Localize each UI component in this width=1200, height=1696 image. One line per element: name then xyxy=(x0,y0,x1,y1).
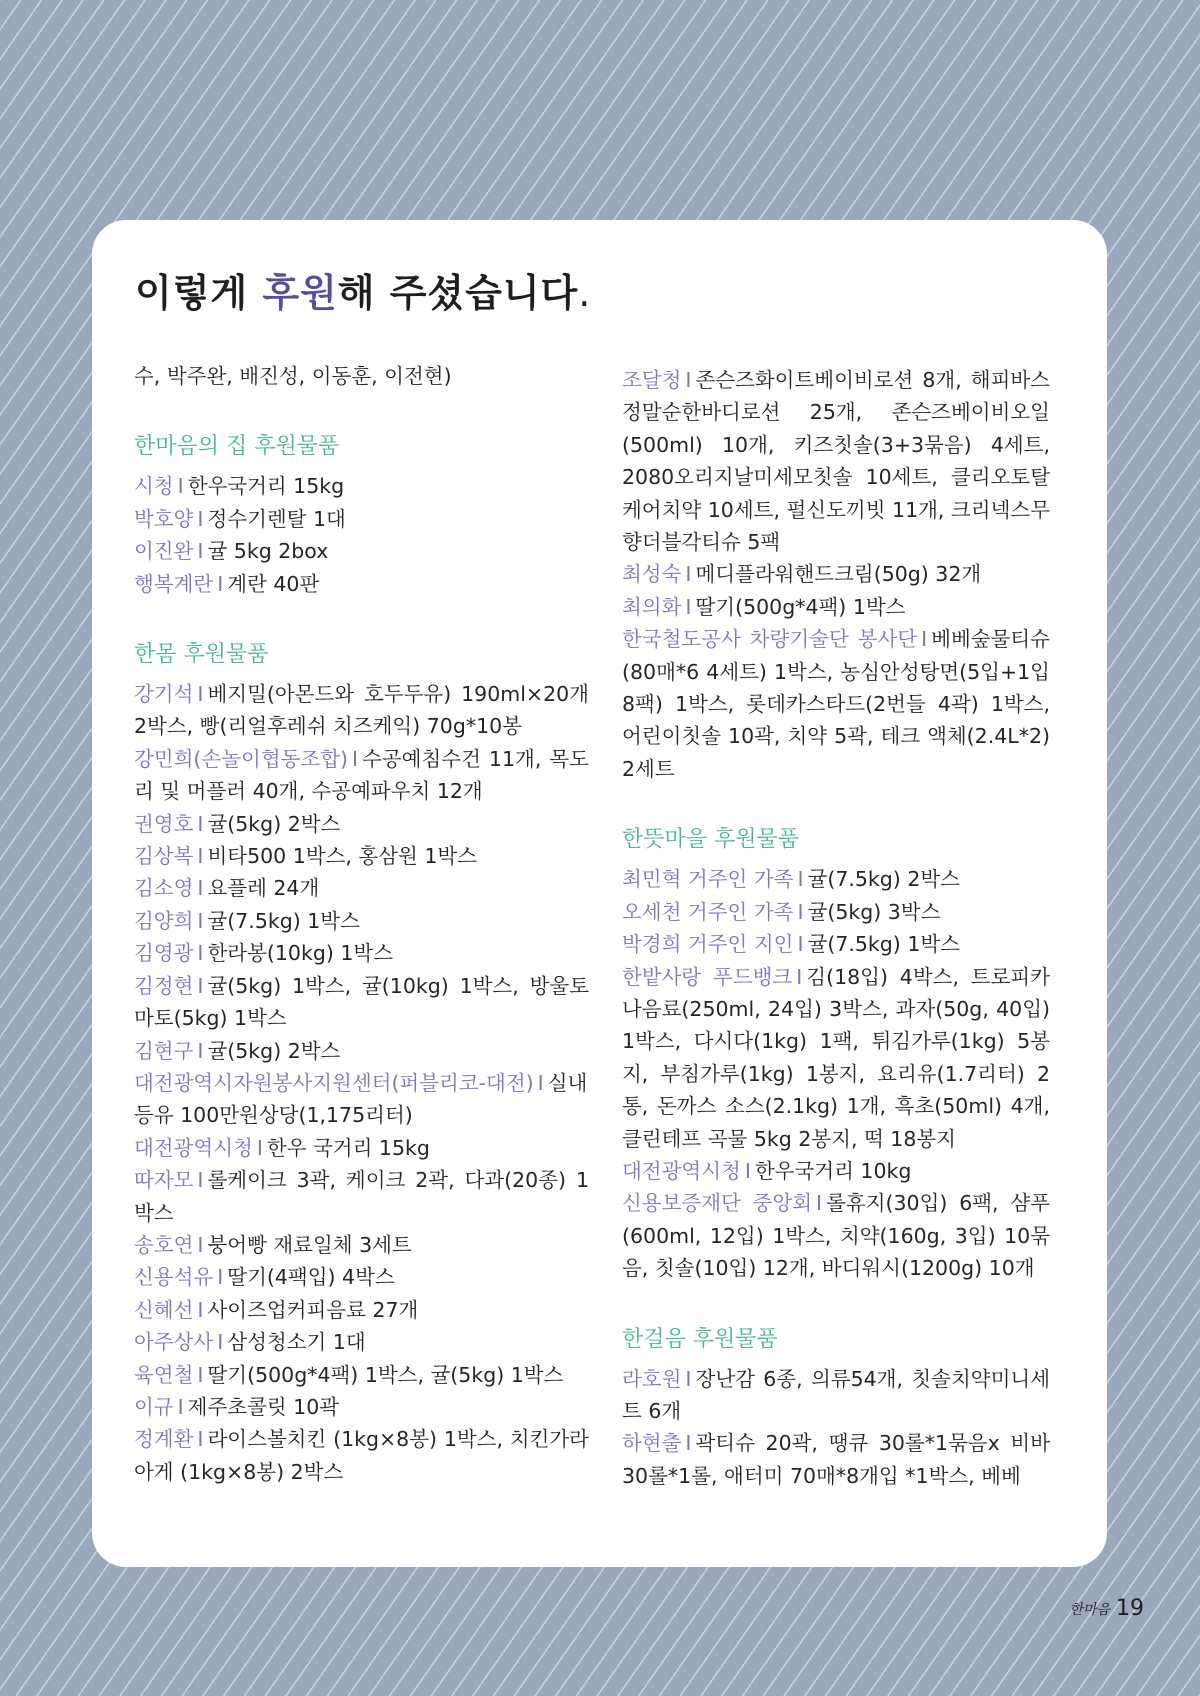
separator-bar: I xyxy=(197,1362,204,1387)
intro-text: 수, 박주완, 배진성, 이동훈, 이전현) xyxy=(134,364,452,388)
donation-entry xyxy=(134,905,589,937)
donation-list-hangeoreum xyxy=(622,1363,1050,1493)
separator-bar: I xyxy=(352,746,359,771)
magazine-logo: 한마음 xyxy=(1069,1601,1110,1618)
donation-entry xyxy=(134,568,589,600)
donor-name: 한국철도공사 차량기술단 봉사단 xyxy=(622,627,918,652)
donor-name: 오세천 거주인 가족 xyxy=(622,899,794,924)
separator-bar: I xyxy=(256,1135,263,1160)
separator-bar: I xyxy=(197,682,204,707)
donation-entry xyxy=(134,743,589,808)
donor-name: 송호연 xyxy=(134,1232,194,1257)
donor-name: 따자모 xyxy=(134,1168,194,1193)
donor-name: 한밭사랑 푸드뱅크 xyxy=(622,964,793,989)
page-footer xyxy=(1069,1596,1144,1621)
separator-bar: I xyxy=(217,571,224,596)
page-number: 19 xyxy=(1116,1596,1144,1621)
donation-entry xyxy=(134,1035,589,1067)
donation-entry xyxy=(134,872,589,904)
donor-name: 대전광역시자원봉사지원센터(퍼블리코-대전) xyxy=(134,1070,534,1095)
donated-items: 한우국거리 10kg xyxy=(754,1158,912,1183)
separator-bar: I xyxy=(797,899,804,924)
separator-bar: I xyxy=(197,1297,204,1322)
page-title xyxy=(135,262,591,317)
donor-name: 신혜선 xyxy=(134,1297,194,1322)
donation-entry xyxy=(134,678,589,743)
donation-entry xyxy=(134,470,589,502)
separator-bar: I xyxy=(744,1158,751,1183)
donor-name: 정계환 xyxy=(134,1427,194,1452)
donation-entry xyxy=(134,937,589,969)
donated-items: 귤(5kg) 1박스, 귤(10kg) 1박스, 방울토마토(5kg) 1박스 xyxy=(134,973,589,1031)
donated-items: 수공예침수건 11개, 목도리 및 머플러 40개, 수공예파우치 12개 xyxy=(134,746,589,804)
donated-items: 베지밀(아몬드와 호두두유) 190ml×20개 2박스, 빵(리얼후레쉬 치즈케익) 70g*10봉 xyxy=(134,682,589,739)
donor-name: 김영광 xyxy=(134,941,194,966)
donation-entry xyxy=(134,1067,589,1132)
donation-entry xyxy=(134,970,589,1035)
separator-bar: I xyxy=(177,474,184,499)
donated-items: 요플레 24개 xyxy=(207,876,320,901)
separator-bar: I xyxy=(197,876,204,901)
separator-bar: I xyxy=(197,973,204,998)
donated-items: 귤(7.5kg) 2박스 xyxy=(807,867,960,892)
donation-entry xyxy=(134,1326,589,1358)
donation-entry xyxy=(134,1294,589,1326)
donation-entry xyxy=(134,1261,589,1293)
donor-name: 신용석유 xyxy=(134,1265,214,1290)
donation-entry xyxy=(622,558,1050,590)
donated-items: 귤 5kg 2box xyxy=(207,539,329,564)
separator-bar: I xyxy=(816,1191,823,1216)
separator-bar: I xyxy=(797,867,804,892)
donated-items: 삼성청소기 1대 xyxy=(227,1330,366,1355)
donation-entry xyxy=(622,364,1050,558)
donor-name: 강기석 xyxy=(134,682,194,707)
separator-bar: I xyxy=(685,562,692,587)
donor-name: 시청 xyxy=(134,474,174,499)
donation-entry xyxy=(134,1164,589,1229)
donation-entry xyxy=(134,1359,589,1391)
donation-entry xyxy=(134,1229,589,1261)
donation-list-continued xyxy=(622,364,1050,785)
separator-bar: I xyxy=(685,1366,692,1391)
donation-entry xyxy=(134,840,589,872)
separator-bar: I xyxy=(685,594,692,619)
separator-bar: I xyxy=(197,539,204,564)
donor-name: 육연철 xyxy=(134,1362,194,1387)
donated-items: 제주초콜릿 10곽 xyxy=(187,1394,340,1419)
section-heading-hantteut: 한뜻마을 후원물품 xyxy=(622,827,800,853)
separator-bar: I xyxy=(197,1038,204,1063)
section-heading-hanmaeum: 한마음의 집 후원물품 xyxy=(134,434,340,460)
title-text-end: 해 주셨습니다 xyxy=(337,271,579,315)
donor-name: 조달청 xyxy=(622,368,682,392)
donation-entry xyxy=(134,808,589,840)
section-heading-hangeoreum: 한걸음 후원물품 xyxy=(622,1326,778,1352)
separator-bar: I xyxy=(797,932,804,957)
donated-items: 베베숲물티슈(80매*6 4세트) 1박스, 농심안성탕면(5입+1입 8팩) 1박스, 롯데카스타드(2번들 4곽) 1박스, 어린이칫솔 10곽, 치약 5곽, 테크 액체(2.4L*2) 2세트 xyxy=(622,627,1050,781)
donated-items: 딸기(4팩입) 4박스 xyxy=(227,1265,395,1290)
donation-entry xyxy=(622,1427,1050,1492)
donor-name: 권영호 xyxy=(134,811,194,836)
separator-bar: I xyxy=(197,1232,204,1257)
donation-entry xyxy=(134,1132,589,1164)
title-period: . xyxy=(578,271,592,315)
left-column xyxy=(134,360,589,1488)
separator-bar: I xyxy=(197,844,204,869)
donated-items: 한우 국거리 15kg xyxy=(266,1135,430,1160)
separator-bar: I xyxy=(197,941,204,966)
donated-items: 귤(7.5kg) 1박스 xyxy=(807,932,960,957)
donated-items: 귤(5kg) 2박스 xyxy=(207,811,341,836)
donation-entry xyxy=(622,896,1050,928)
donor-name: 박호양 xyxy=(134,506,194,531)
donation-entry xyxy=(622,863,1050,895)
donated-items: 한라봉(10kg) 1박스 xyxy=(207,941,394,966)
donated-items: 딸기(500g*4팩) 1박스, 귤(5kg) 1박스 xyxy=(207,1362,564,1387)
donated-items: 딸기(500g*4팩) 1박스 xyxy=(695,594,906,619)
donated-items: 곽티슈 20곽, 땡큐 30롤*1묶음x 비바30롤*1롤, 애터미 70매*8개입 *1박스, 베베 xyxy=(622,1431,1050,1488)
donor-name: 김정현 xyxy=(134,973,194,998)
donation-entry xyxy=(134,535,589,567)
donation-entry xyxy=(622,623,1050,785)
donated-items: 비타500 1박스, 홍삼원 1박스 xyxy=(207,844,477,869)
separator-bar: I xyxy=(217,1265,224,1290)
donor-name: 이진완 xyxy=(134,539,194,564)
separator-bar: I xyxy=(197,1427,204,1452)
section-heading-hanmom: 한몸 후원물품 xyxy=(134,642,269,668)
donated-items: 귤(5kg) 3박스 xyxy=(807,899,941,924)
title-accent: 후원 xyxy=(262,271,338,315)
donated-items: 정수기렌탈 1대 xyxy=(207,506,346,531)
donation-list-hanmaeum xyxy=(134,470,589,600)
donated-items: 귤(5kg) 2박스 xyxy=(207,1038,341,1063)
separator-bar: I xyxy=(537,1070,544,1095)
separator-bar: I xyxy=(197,908,204,933)
separator-bar: I xyxy=(177,1394,184,1419)
donation-list-hanmom xyxy=(134,678,589,1488)
donated-items: 롤휴지(30입) 6팩, 샴푸(600ml, 12입) 1박스, 치약(160g, 3입) 10묶음, 칫솔(10입) 12개, 바디워시(1200g) 10개 xyxy=(622,1191,1050,1281)
separator-bar: I xyxy=(197,506,204,531)
donor-name: 대전광역시청 xyxy=(134,1135,253,1160)
donor-name: 라호원 xyxy=(622,1366,682,1391)
donated-items: 롤케이크 3곽, 케이크 2곽, 다과(20종) 1박스 xyxy=(134,1168,589,1225)
donor-name: 행복계란 xyxy=(134,571,214,596)
donation-entry xyxy=(134,1423,589,1488)
donor-name: 하현출 xyxy=(622,1431,682,1456)
separator-bar: I xyxy=(197,1168,204,1193)
donor-name: 아주상사 xyxy=(134,1330,214,1355)
donation-entry xyxy=(622,961,1050,1155)
donor-name: 김현구 xyxy=(134,1038,194,1063)
donor-name: 대전광역시청 xyxy=(622,1158,741,1183)
separator-bar: I xyxy=(685,1431,692,1456)
donor-name: 이규 xyxy=(134,1394,174,1419)
donated-items: 메디플라워핸드크림(50g) 32개 xyxy=(695,562,982,587)
donation-entry xyxy=(134,503,589,535)
donated-items: 실내등유 100만원상당(1,175리터) xyxy=(134,1070,588,1128)
donated-items: 존슨즈화이트베이비로션 8개, 해피바스정말순한바디로션 25개, 존슨즈베이비오일(500ml) 10개, 키즈칫솔(3+3묶음) 4세트, 2080오리지날미세모칫솔 10세트, 클리오토탈케어치약 10세트, 펄신도끼빗 11개, 크리넥스무향더블각티슈 5팩 xyxy=(622,368,1050,555)
donation-entry xyxy=(622,928,1050,960)
donated-items: 김(18입) 4박스, 트로피카나음료(250ml, 24입) 3박스, 과자(50g, 40입) 1박스, 다시다(1kg) 1팩, 튀김가루(1kg) 5봉지, 부침가루(1kg) 1봉지, 요리유(1.7리터) 2통, 돈까스 소스(2.1kg) 1개, 흑초(50ml) 4개, 클린테프 곡물 5kg 2봉지, 떡 18봉지 xyxy=(622,964,1050,1151)
donated-items: 한우국거리 15kg xyxy=(187,474,345,499)
title-text: 이렇게 xyxy=(135,271,263,315)
donor-name: 신용보증재단 중앙회 xyxy=(622,1191,813,1216)
donated-items: 귤(7.5kg) 1박스 xyxy=(207,908,360,933)
separator-bar: I xyxy=(197,811,204,836)
donated-items: 장난감 6종, 의류54개, 칫솔치약미니세트 6개 xyxy=(622,1366,1050,1423)
donor-name: 강민희(손놀이협동조합) xyxy=(134,746,349,771)
separator-bar: I xyxy=(921,627,928,652)
donation-entry xyxy=(622,591,1050,623)
donor-name: 김소영 xyxy=(134,876,194,901)
donated-items: 계란 40판 xyxy=(227,571,320,596)
donated-items: 사이즈업커피음료 27개 xyxy=(207,1297,419,1322)
donor-name: 김상복 xyxy=(134,844,194,869)
right-column xyxy=(622,364,1050,1492)
separator-bar: I xyxy=(685,368,692,392)
donor-name: 최성숙 xyxy=(622,562,682,587)
donor-name: 박경희 거주인 지인 xyxy=(622,932,794,957)
donation-list-hantteut xyxy=(622,863,1050,1284)
donor-name: 최민혁 거주인 가족 xyxy=(622,867,794,892)
donation-entry xyxy=(622,1363,1050,1428)
donor-name: 최의화 xyxy=(622,594,682,619)
donated-items: 라이스볼치킨 (1kg×8봉) 1박스, 치킨가라아게 (1kg×8봉) 2박스 xyxy=(134,1427,589,1484)
donation-entry xyxy=(622,1155,1050,1187)
donated-items: 붕어빵 재료일체 3세트 xyxy=(207,1232,412,1257)
content-card xyxy=(92,220,1107,1567)
donation-entry xyxy=(622,1187,1050,1284)
separator-bar: I xyxy=(217,1330,224,1355)
donation-entry xyxy=(134,1391,589,1423)
separator-bar: I xyxy=(796,964,803,989)
donor-name: 김양희 xyxy=(134,908,194,933)
